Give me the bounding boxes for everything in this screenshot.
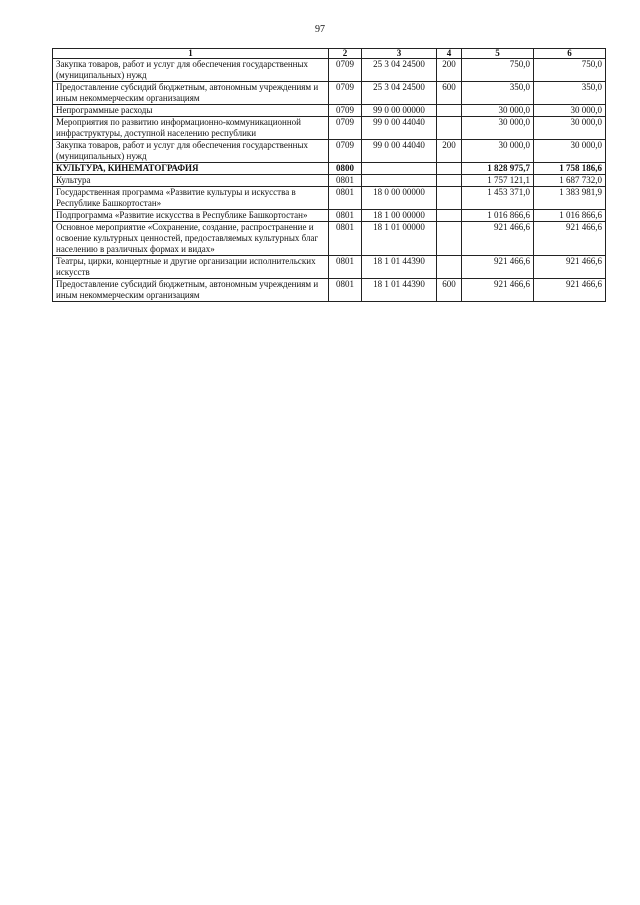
table-row	[53, 82, 606, 105]
header-col-3: 3	[362, 49, 437, 59]
row-amount-1: 921 466,6	[462, 279, 534, 302]
row-target-code: 18 1 00 00000	[362, 210, 437, 222]
row-amount-1: 1 828 975,7	[462, 163, 534, 175]
header-col-2: 2	[329, 49, 362, 59]
row-target-code: 18 1 01 44390	[362, 279, 437, 302]
row-amount-1: 30 000,0	[462, 117, 534, 140]
row-target-code: 25 3 04 24500	[362, 59, 437, 82]
row-target-code: 25 3 04 24500	[362, 82, 437, 105]
row-expense-type	[437, 117, 462, 140]
row-section-code: 0800	[329, 163, 362, 175]
table-body	[53, 59, 606, 302]
row-expense-type: 200	[437, 140, 462, 163]
row-expense-type	[437, 210, 462, 222]
table-row	[53, 105, 606, 117]
table-row	[53, 187, 606, 210]
row-amount-1: 921 466,6	[462, 256, 534, 279]
row-expense-type	[437, 222, 462, 256]
row-amount-2: 750,0	[534, 59, 606, 82]
row-name: Мероприятия по развитию информационно-коммуникационной инфраструктуры, доступной населению республики	[53, 117, 329, 140]
row-section-code: 0709	[329, 117, 362, 140]
row-amount-1: 750,0	[462, 59, 534, 82]
row-target-code: 18 0 00 00000	[362, 187, 437, 210]
row-name: Предоставление субсидий бюджетным, автономным учреждениям и иным некоммерческим организациям	[53, 279, 329, 302]
row-name: Закупка товаров, работ и услуг для обеспечения государственных (муниципальных) нужд	[53, 140, 329, 163]
table-row	[53, 163, 606, 175]
row-name: Закупка товаров, работ и услуг для обеспечения государственных (муниципальных) нужд	[53, 59, 329, 82]
row-section-code: 0709	[329, 82, 362, 105]
row-amount-1: 1 757 121,1	[462, 175, 534, 187]
row-amount-2: 1 016 866,6	[534, 210, 606, 222]
row-amount-2: 921 466,6	[534, 279, 606, 302]
row-name: Театры, цирки, концертные и другие организации исполнительских искусств	[53, 256, 329, 279]
row-target-code	[362, 175, 437, 187]
row-name: Культура	[53, 175, 329, 187]
row-amount-2: 30 000,0	[534, 105, 606, 117]
row-section-code: 0801	[329, 222, 362, 256]
row-name: Государственная программа «Развитие культуры и искусства в Республике Башкортостан»	[53, 187, 329, 210]
row-amount-2: 1 758 186,6	[534, 163, 606, 175]
row-name: КУЛЬТУРА, КИНЕМАТОГРАФИЯ	[53, 163, 329, 175]
row-expense-type	[437, 187, 462, 210]
row-section-code: 0801	[329, 187, 362, 210]
row-target-code: 18 1 01 44390	[362, 256, 437, 279]
row-section-code: 0709	[329, 105, 362, 117]
row-section-code: 0801	[329, 279, 362, 302]
header-col-4: 4	[437, 49, 462, 59]
row-amount-2: 350,0	[534, 82, 606, 105]
row-expense-type	[437, 163, 462, 175]
row-name: Непрограммные расходы	[53, 105, 329, 117]
budget-table	[52, 48, 606, 302]
row-target-code	[362, 163, 437, 175]
row-expense-type: 600	[437, 82, 462, 105]
row-target-code: 99 0 00 44040	[362, 117, 437, 140]
row-expense-type	[437, 105, 462, 117]
row-expense-type: 200	[437, 59, 462, 82]
row-expense-type	[437, 256, 462, 279]
row-amount-1: 30 000,0	[462, 105, 534, 117]
row-section-code: 0801	[329, 256, 362, 279]
row-section-code: 0709	[329, 59, 362, 82]
table-row	[53, 140, 606, 163]
table-row	[53, 210, 606, 222]
row-name: Предоставление субсидий бюджетным, автономным учреждениям и иным некоммерческим организациям	[53, 82, 329, 105]
header-col-5: 5	[462, 49, 534, 59]
row-amount-1: 30 000,0	[462, 140, 534, 163]
row-target-code: 18 1 01 00000	[362, 222, 437, 256]
row-amount-1: 1 016 866,6	[462, 210, 534, 222]
row-target-code: 99 0 00 00000	[362, 105, 437, 117]
table-row	[53, 256, 606, 279]
header-col-6: 6	[534, 49, 606, 59]
table-row	[53, 59, 606, 82]
row-amount-2: 30 000,0	[534, 140, 606, 163]
row-amount-1: 1 453 371,0	[462, 187, 534, 210]
row-amount-2: 1 687 732,0	[534, 175, 606, 187]
row-amount-1: 350,0	[462, 82, 534, 105]
row-expense-type	[437, 175, 462, 187]
row-section-code: 0801	[329, 210, 362, 222]
table-header-row	[53, 49, 606, 59]
header-col-1: 1	[53, 49, 329, 59]
row-section-code: 0801	[329, 175, 362, 187]
row-amount-2: 1 383 981,9	[534, 187, 606, 210]
row-name: Подпрограмма «Развитие искусства в Республике Башкортостан»	[53, 210, 329, 222]
row-name: Основное мероприятие «Сохранение, создание, распространение и освоение культурных ценностей, предоставляемых культурных благ населению в различных формах и видах»	[53, 222, 329, 256]
row-amount-1: 921 466,6	[462, 222, 534, 256]
table-row	[53, 117, 606, 140]
row-amount-2: 921 466,6	[534, 222, 606, 256]
row-target-code: 99 0 00 44040	[362, 140, 437, 163]
table-row	[53, 279, 606, 302]
row-expense-type: 600	[437, 279, 462, 302]
row-section-code: 0709	[329, 140, 362, 163]
page-number: 97	[315, 24, 325, 35]
row-amount-2: 30 000,0	[534, 117, 606, 140]
row-amount-2: 921 466,6	[534, 256, 606, 279]
table-row	[53, 222, 606, 256]
table-row	[53, 175, 606, 187]
